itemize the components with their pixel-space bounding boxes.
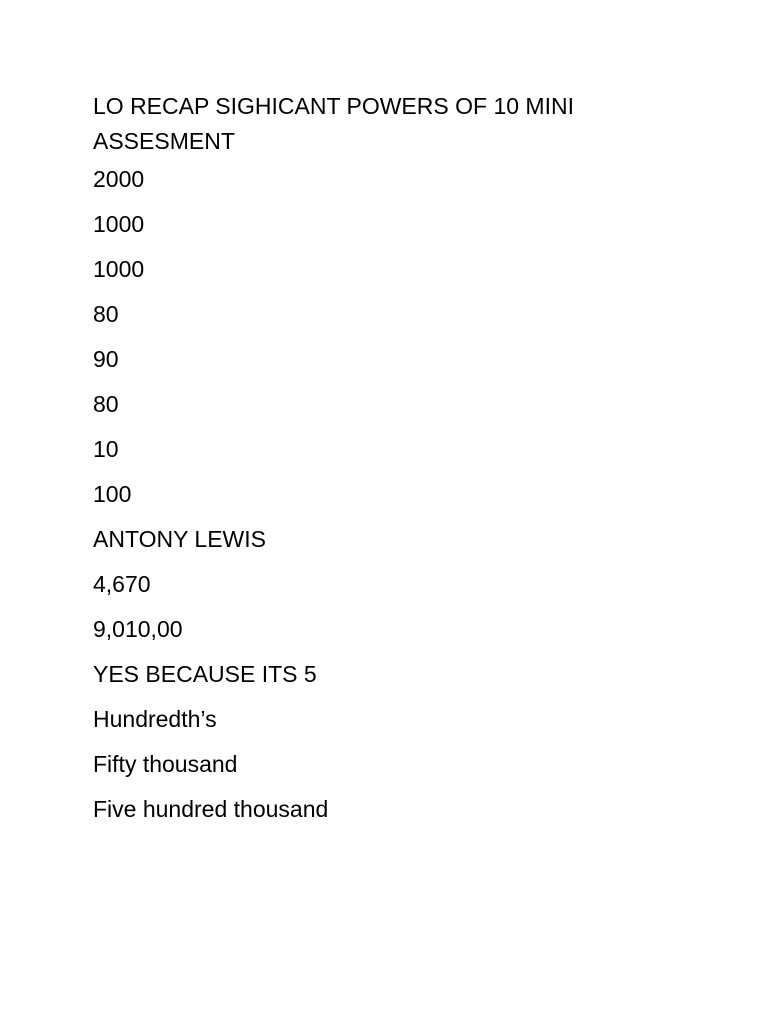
answer-line: 90 [93, 346, 119, 372]
answer-line: 2000 [93, 166, 145, 192]
answer-line: Fifty thousand [93, 751, 238, 777]
answer-line: 1000 [93, 211, 145, 237]
answer-list [93, 166, 693, 841]
answer-line: 10 [93, 436, 119, 462]
answer-line: 4,670 [93, 571, 151, 597]
answer-line: YES BECAUSE ITS 5 [93, 661, 317, 687]
answer-line: 100 [93, 481, 132, 507]
answer-line: 9,010,00 [93, 616, 183, 642]
student-name: ANTONY LEWIS [93, 526, 266, 552]
document-body [93, 89, 693, 841]
answer-line: 80 [93, 391, 119, 417]
answer-line: Five hundred thousand [93, 796, 329, 822]
answer-line: Hundredth’s [93, 706, 217, 732]
document-title: LO RECAP SIGHICANT POWERS OF 10 MINI ASSESMENT [93, 93, 574, 154]
answer-line: 1000 [93, 256, 145, 282]
answer-line: 80 [93, 301, 119, 327]
